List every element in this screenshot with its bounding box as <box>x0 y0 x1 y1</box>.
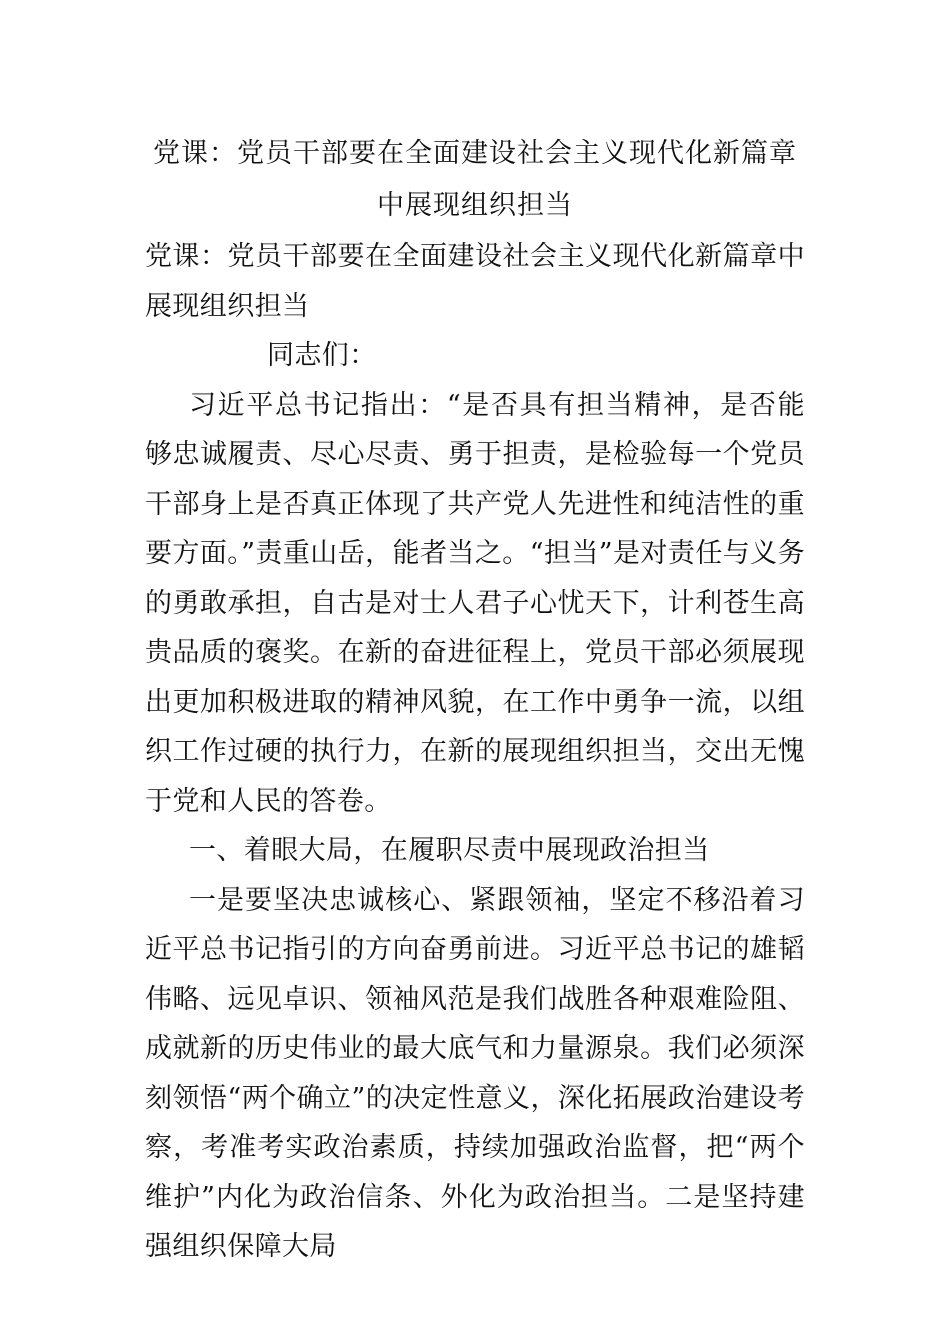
document-body <box>145 232 805 1272</box>
salutation: 同志们： <box>267 340 377 371</box>
paragraph-intro: 习近平总书记指出：“是否具有担当精神，是否能够忠诚履责、尽心尽责、勇于担责，是检验每一个党员干部身上是否真正体现了共产党人先进性和纯洁性的重要方面。”责重山岳，能者当之。“担当”是对责任与义务的勇敢承担，自古是对士人君子心忧天下，计利苍生高贵品质的褒奖。在新的奋进征程上，党员干部必须展现出更加积极进取的精神风貌，在工作中勇争一流，以组织工作过硬的执行力，在新的展现组织担当，交出无愧于党和人民的答卷。 <box>145 389 805 817</box>
paragraph-section-one: 一是要坚决忠诚核心、紧跟领袖，坚定不移沿着习近平总书记指引的方向奋勇前进。习近平总书记的雄韬伟略、远见卓识、领袖风范是我们战胜各种艰难险阻、成就新的历史伟业的最大底气和力量源泉。我们必须深刻领悟“两个确立”的决定性意义，深化拓展政治建设考察，考准考实政治素质，持续加强政治监督，把“两个维护”内化为政治信条、外化为政治担当。二是坚持建强组织保障大局 <box>145 884 805 1262</box>
page-title: 党课：党员干部要在全面建设社会主义现代化新篇章中展现组织担当 <box>153 138 797 221</box>
document-subtitle: 党课：党员干部要在全面建设社会主义现代化新篇章中展现组织担当 <box>145 241 805 322</box>
section-heading: 一、着眼大局，在履职尽责中展现政治担当 <box>189 835 710 866</box>
